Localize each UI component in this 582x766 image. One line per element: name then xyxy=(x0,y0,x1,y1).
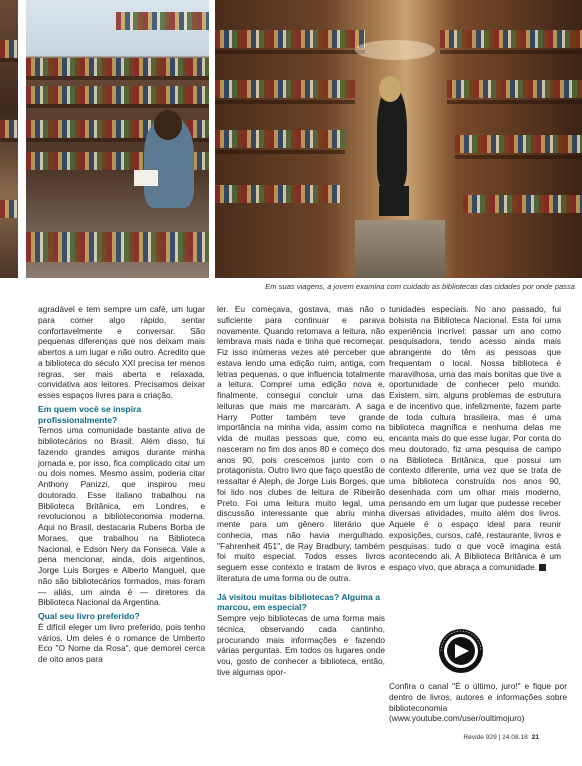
photo-left-edge xyxy=(0,0,18,278)
paragraph: É difícil eleger um livro preferido, pois tenho vários. Um deles é o romance de Umberto Eco "O Nome da Rosa", que demorei cerca de oito anos para xyxy=(38,621,205,664)
page-footer xyxy=(463,734,539,741)
aisle-floor xyxy=(355,220,445,278)
footer-separator: | xyxy=(498,734,503,741)
channel-promo-text: Confira o canal "É o último, juro!" e fique por dentro de livros, autores e informações sobre biblioteconomia (www.youtube.com/user/oultimojuro) xyxy=(389,681,567,724)
text-column-3 xyxy=(389,304,561,573)
text-column-2 xyxy=(217,304,385,678)
visitor-hair xyxy=(379,76,401,102)
question-heading: Qual seu livro preferido? xyxy=(38,611,140,621)
paragraph: agradável e tem sempre um café, um lugar para comer algo rápido, sentar confortavelmente e conversar. São pequenas diferenças que nos deixam mais abertos a um lugar e não outro. Acredito que a biblioteca do século XXI precisa ter menos regras, ser mais aberta e relaxada, convidativa aos leitores. Precisamos deixar esses espaços livres para a criação. xyxy=(38,304,205,400)
visitor-legs xyxy=(379,186,409,216)
visitor-figure xyxy=(377,88,407,188)
end-of-article-icon xyxy=(539,564,546,571)
reader-hair xyxy=(154,110,182,140)
photo-bookstore-reader xyxy=(26,0,209,278)
photo-caption: Em suas viagens, a jovem examina com cuidado as bibliotecas das cidades por onde passa xyxy=(265,282,575,291)
magazine-issue: Revide 929 xyxy=(463,734,497,741)
question-heading: Já visitou muitas bibliotecas? Alguma a marcou, em especial? xyxy=(217,591,381,613)
channel-logo-badge xyxy=(438,628,484,674)
paragraph-text: tunidades especiais. No ano passado, fui bolsista na Biblioteca Nacional. Esta foi uma experiência incrível: passar um ano como pesquisadora, tendo acesso ainda mais abrangente do têm as pessoas que frequentam o local. Nossa biblioteca é maravilhosa, uma das mais bonitas que tive a oportunidade de conhecer pelo mundo. Existem, sim, alguns problemas de estrutura e de incentivo que, infelizmente, fazem parte de toda cultura brasileira, mas é uma biblioteca magnífica e nenhuma delas me encanta mais do que esse lugar. Por conta do meu doutorado, fiz uma pesquisa de campo na Biblioteca Britânica, que possui um contexto diferente, uma vez que se trata de uma biblioteca construída nos anos 90, desenhada com um olhar mais moderno, pensando em um lugar que pudesse receber diversas atividades, muito além dos livros. Aquele é o espaço ideal para reunir exposições, cursos, café, restaurante, livros e pesquisas: tudo o que você imagina está acontecendo ali. A Biblioteca Britânica é um espaço vivo, que abraça a comunidade. xyxy=(389,304,561,572)
paragraph: ler. Eu começava, gostava, mas não o suficiente para continuar e parava novamente. Quando retomava a leitura, não lembrava mais nada e tinha que recomeçar. Fiz isso inúmeras vezes até perceber que estava lendo uma edição ruim, antiga, com letras pequenas, o que influencia totalmente a leitura. Comprei uma edição nova e, finalmente, consegui concluir uma das leituras que mais me marcaram. A saga Harry Potter também teve grande importância na minha vida, assim como na vida de muitas pessoas que, como eu, nasceram no fim dos anos 80 e começo dos anos 90, pois crescemos junto com o protagonista. Outro livro que faço questão de ressaltar é Aleph, de Jorge Luis Borges, que foi lido nos clubes de leitura de Ribeirão Preto. Foi uma leitura muito legal, uma discussão interessante que abriu minha mente para um gênero literário que conhecia, mas não havia mergulhado. "Fahrenheit 451", de Ray Bradbury, também foi muito especial. Todos esses livros seguem esse contexto e tratam de livros e literatura de uma forma ou de outra. xyxy=(217,304,385,583)
ceiling-light xyxy=(355,40,435,60)
photo-library-aisle xyxy=(215,0,582,278)
paragraph xyxy=(389,304,561,573)
text-column-1 xyxy=(38,304,205,665)
issue-date: 24.08.18 xyxy=(502,734,528,741)
question-heading: Em quem você se inspira profissionalmente? xyxy=(38,403,142,425)
paragraph: Temos uma comunidade bastante ativa de bibliotecários no Brasil. Além disso, fui fazendo grandes amigos durante minha jornada e, por isso, fica complicado citar um ou dois nomes. Mesmo assim, poderia citar Anthony Panizzi, que inspirou meu doutorado. Esse italiano trabalhou na Biblioteca Britânica, em Londres, e revolucionou a biblioteconomia moderna. Aqui no Brasil, destacaria Rubens Borba de Moraes, que trabalhou na Biblioteca Nacional, e Edson Nery da Fonseca. Vale a pena mencionar, ainda, dois argentinos, Jorge Luis Borges e Alberto Manguel, que não são bibliotecários formados, mas foram — aliás, um ainda é — diretores da Biblioteca Nacional da Argentina. xyxy=(38,425,205,608)
page-number: 21 xyxy=(531,734,539,741)
paragraph: Sempre vejo bibliotecas de uma forma mais técnica, observando cada cantinho, procurando mais informações e fazendo várias perguntas. Em todos os lugares onde vou, gosto de conhecer a biblioteca, então, tive algumas opor- xyxy=(217,613,385,677)
open-book xyxy=(134,170,158,186)
